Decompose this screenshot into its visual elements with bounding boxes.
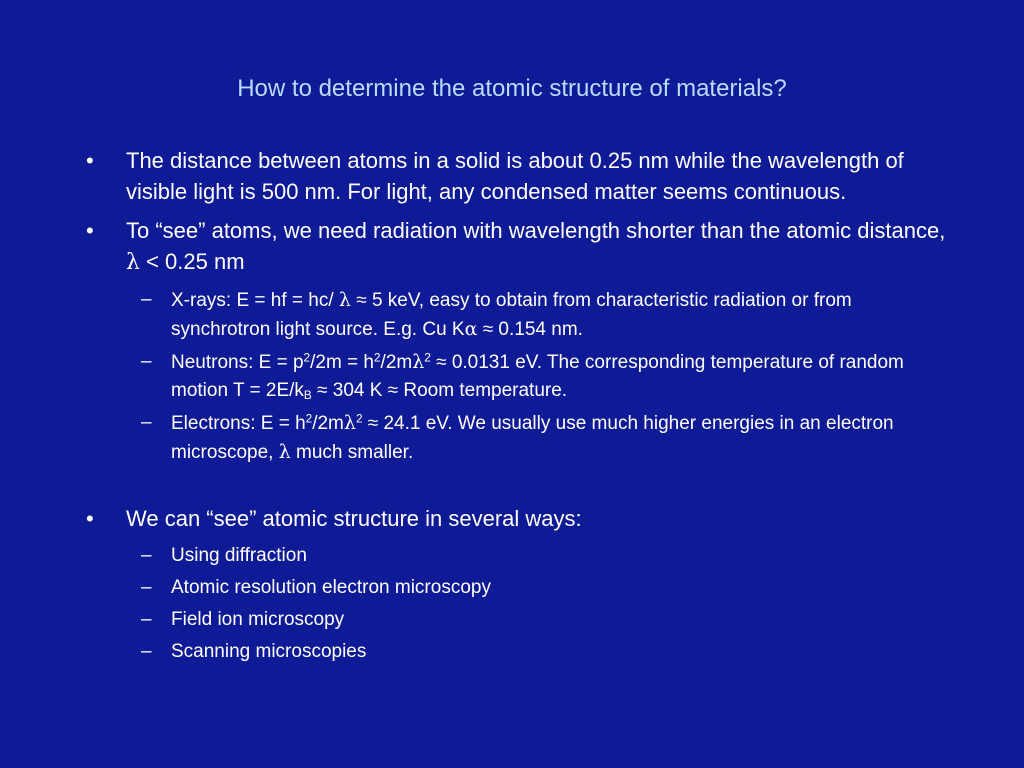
superscript: 2 — [355, 412, 363, 426]
sub-item-xrays — [126, 286, 946, 344]
way-text: Using diffraction — [171, 545, 307, 566]
lambda-symbol: λ — [343, 412, 356, 434]
alpha-symbol: α — [464, 318, 478, 340]
bullet-atom-distance — [86, 145, 946, 207]
neutrons-text-a: Neutrons: E = p — [171, 352, 304, 373]
electrons-text-d: much smaller. — [290, 442, 414, 463]
dash-marker: – — [141, 577, 152, 598]
xrays-text-a: X-rays: E = hf = hc/ — [171, 290, 339, 311]
bullet-marker: • — [86, 148, 94, 173]
electrons-text-c: ≈ 24.1 eV. We usually use much higher energies in an electron microscope, — [171, 413, 894, 463]
less-than: < — [139, 249, 166, 274]
bullet-marker: • — [86, 218, 94, 243]
xrays-text-b: ≈ 5 keV, easy to obtain from characteristic radiation or from synchrotron light source. E.g. Cu K — [171, 290, 852, 340]
lambda-symbol: λ — [126, 250, 140, 275]
sub-item-way — [126, 574, 946, 602]
bullet-marker: • — [86, 506, 94, 531]
dash-marker: – — [141, 609, 152, 630]
dash-marker: – — [141, 351, 152, 372]
lambda-symbol: λ — [278, 441, 291, 463]
slide-title: How to determine the atomic structure of materials? — [237, 75, 787, 102]
bullet-text: The distance between atoms in a solid is about 0.25 nm while the wavelength of visible light is 500 nm. For light, any condensed matter seems continuous. — [126, 148, 904, 204]
superscript: 2 — [305, 412, 313, 426]
spacer — [86, 471, 946, 503]
sub-item-way — [126, 638, 946, 666]
neutrons-text-b: /2m = h — [310, 352, 374, 373]
sub-item-electrons — [126, 409, 946, 467]
superscript: 2 — [424, 351, 431, 365]
bullet-text: To “see” atoms, we need radiation with wavelength shorter than the atomic distance, — [126, 218, 946, 243]
neutrons-text-e: ≈ 304 K ≈ Room temperature. — [311, 380, 568, 401]
dash-marker: – — [141, 412, 152, 433]
sub-item-way — [126, 606, 946, 634]
xrays-text-c: ≈ 0.154 nm. — [477, 319, 583, 340]
sub-item-way — [126, 542, 946, 570]
neutrons-text-c: /2m — [380, 352, 413, 373]
dash-marker: – — [141, 289, 152, 310]
neutrons-text-d: ≈ 0.0131 eV. The corresponding temperature of random motion T = 2E/k — [171, 352, 904, 401]
lambda-symbol: λ — [412, 351, 425, 373]
subscript: B — [303, 388, 312, 402]
distance-value: 0.25 nm — [165, 249, 245, 274]
way-text: Scanning microscopies — [171, 641, 367, 662]
electrons-text-a: Electrons: E = h — [171, 413, 306, 434]
superscript: 2 — [303, 351, 311, 365]
slide-body — [86, 145, 946, 670]
lambda-symbol: λ — [338, 289, 351, 311]
bullet-text: We can “see” atomic structure in several ways: — [126, 506, 582, 531]
dash-marker: – — [141, 545, 152, 566]
sub-item-neutrons — [126, 348, 946, 405]
way-text: Field ion microscopy — [171, 609, 345, 630]
electrons-text-b: /2m — [312, 413, 344, 434]
superscript: 2 — [374, 351, 381, 365]
dash-marker: – — [141, 641, 152, 662]
bullet-radiation — [86, 215, 946, 278]
bullet-ways — [86, 503, 946, 534]
way-text: Atomic resolution electron microscopy — [171, 577, 491, 598]
